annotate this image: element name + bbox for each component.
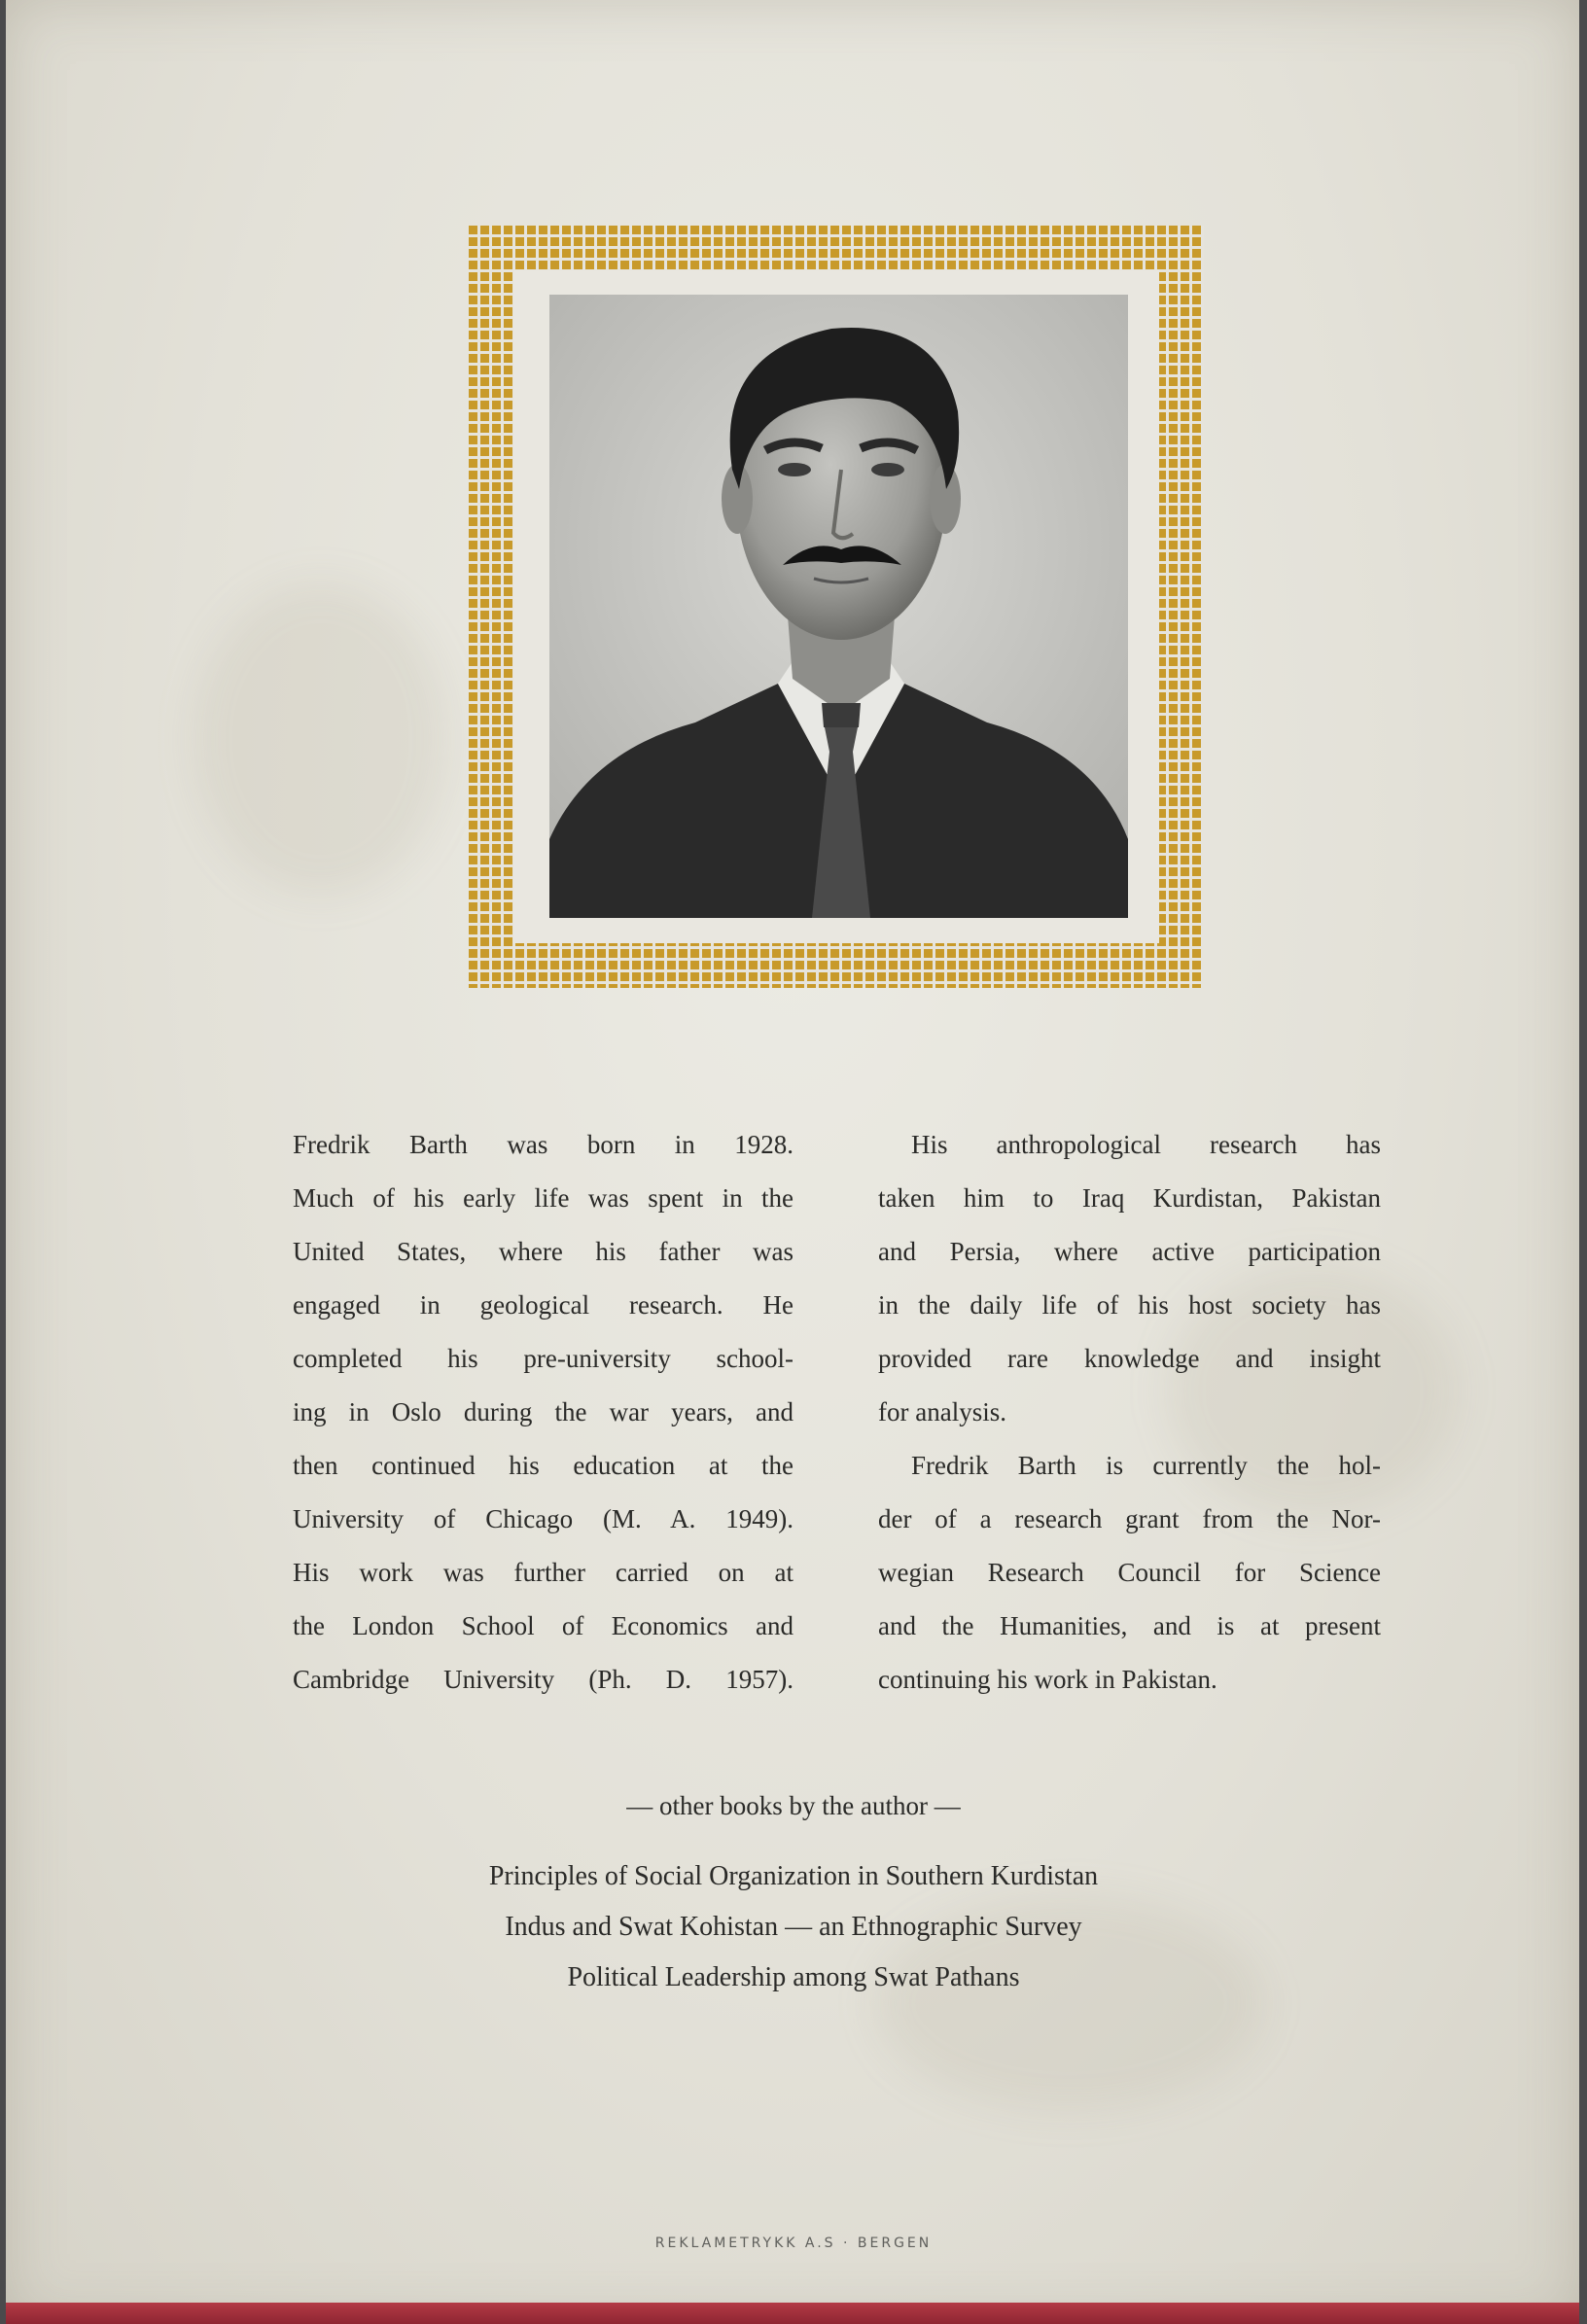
bio-line: continuing his work in Pakistan.	[878, 1665, 1217, 1694]
printer-imprint: REKLAMETRYKK A.S · BERGEN	[654, 2236, 933, 2251]
bio-right-column	[878, 1118, 1381, 1707]
portrait-illustration	[549, 295, 1128, 918]
bio-line: ing in Oslo during the war years, and	[293, 1397, 794, 1426]
bio-line: provided rare knowledge and insight	[878, 1344, 1381, 1373]
bio-line: for analysis.	[878, 1397, 1006, 1426]
bio-line: His work was further carried on at	[293, 1558, 794, 1587]
book-title: Principles of Social Organization in Southern Kurdistan	[488, 1861, 1099, 1891]
bio-line: Fredrik Barth was born in 1928.	[293, 1130, 794, 1159]
bio-line: Much of his early life was spent in the	[293, 1183, 794, 1213]
book-title: Indus and Swat Kohistan — an Ethnographic Survey	[505, 1912, 1082, 1942]
bio-line: Cambridge University (Ph. D. 1957).	[293, 1665, 794, 1694]
bio-line: Fredrik Barth is currently the hol-	[911, 1451, 1381, 1480]
bio-line: engaged in geological research. He	[293, 1290, 794, 1320]
cover-bottom-edge	[6, 2303, 1579, 2324]
bio-line: University of Chicago (M. A. 1949).	[293, 1504, 794, 1533]
bio-line: completed his pre-university school-	[293, 1344, 794, 1373]
paper-stain	[194, 583, 447, 895]
bio-line: taken him to Iraq Kurdistan, Pakistan	[878, 1183, 1381, 1213]
bio-line: wegian Research Council for Science	[878, 1558, 1381, 1587]
bio-line: the London School of Economics and	[293, 1611, 794, 1640]
bio-line: and the Humanities, and is at present	[878, 1611, 1381, 1640]
bio-line: United States, where his father was	[293, 1237, 794, 1266]
bio-left-column	[293, 1118, 794, 1707]
other-books-heading: — other books by the author —	[626, 1791, 961, 1820]
author-portrait	[549, 295, 1128, 918]
bio-line: in the daily life of his host society has	[878, 1290, 1381, 1320]
bio-line: then continued his education at the	[293, 1451, 794, 1480]
book-title: Political Leadership among Swat Pathans	[567, 1962, 1020, 1992]
bio-line: and Persia, where active participation	[878, 1237, 1381, 1266]
bio-line: His anthropological research has	[911, 1130, 1381, 1159]
bio-line: der of a research grant from the Nor-	[878, 1504, 1381, 1533]
